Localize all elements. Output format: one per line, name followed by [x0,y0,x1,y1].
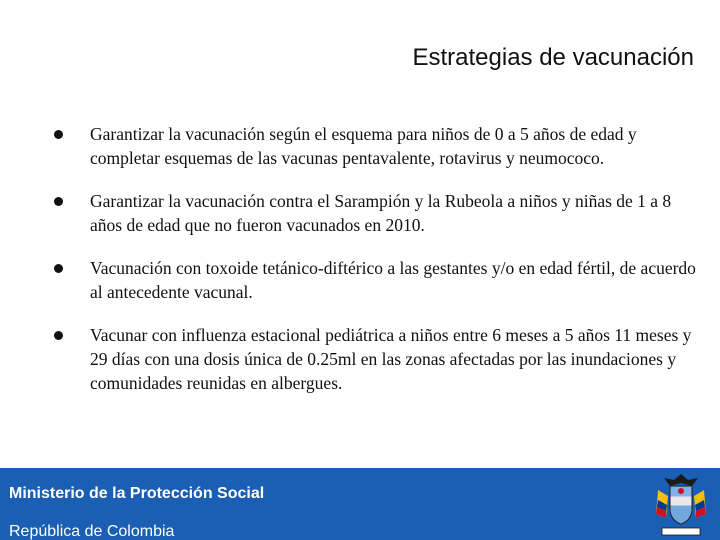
bullet-item [52,122,702,170]
bullet-text: Garantizar la vacunación contra el Sarampión y la Rubeola a niños y niñas de 1 a 8 años de edad que no fueron vacunados en 2010. [90,191,672,235]
bullet-item [52,256,702,304]
bullet-text: Vacunación con toxoide tetánico-diftérico a las gestantes y/o en edad fértil, de acuerdo al antecedente vacunal. [90,258,696,302]
bullet-item [52,323,702,395]
bullet-list [52,122,702,414]
ministry-name: Ministerio de la Protección Social [9,485,265,502]
bullet-dot-icon [54,197,63,206]
bullet-text: Garantizar la vacunación según el esquema para niños de 0 a 5 años de edad y completar esquemas de las vacunas pentavalente, rotavirus y neumococo. [90,124,637,168]
bullet-dot-icon [54,331,63,340]
country-name: República de Colombia [9,523,175,540]
bullet-text: Vacunar con influenza estacional pediátrica a niños entre 6 meses a 5 años 11 meses y 29 días con una dosis única de 0.25ml en las zonas afectadas por las inundaciones y comunidades reunidas en albergues. [90,325,692,393]
bullet-dot-icon [54,130,63,139]
bullet-dot-icon [54,264,63,273]
footer-band [0,468,720,540]
slide-title: Estrategias de vacunación [412,44,694,71]
bullet-item [52,189,702,237]
coat-of-arms-icon [650,470,712,540]
